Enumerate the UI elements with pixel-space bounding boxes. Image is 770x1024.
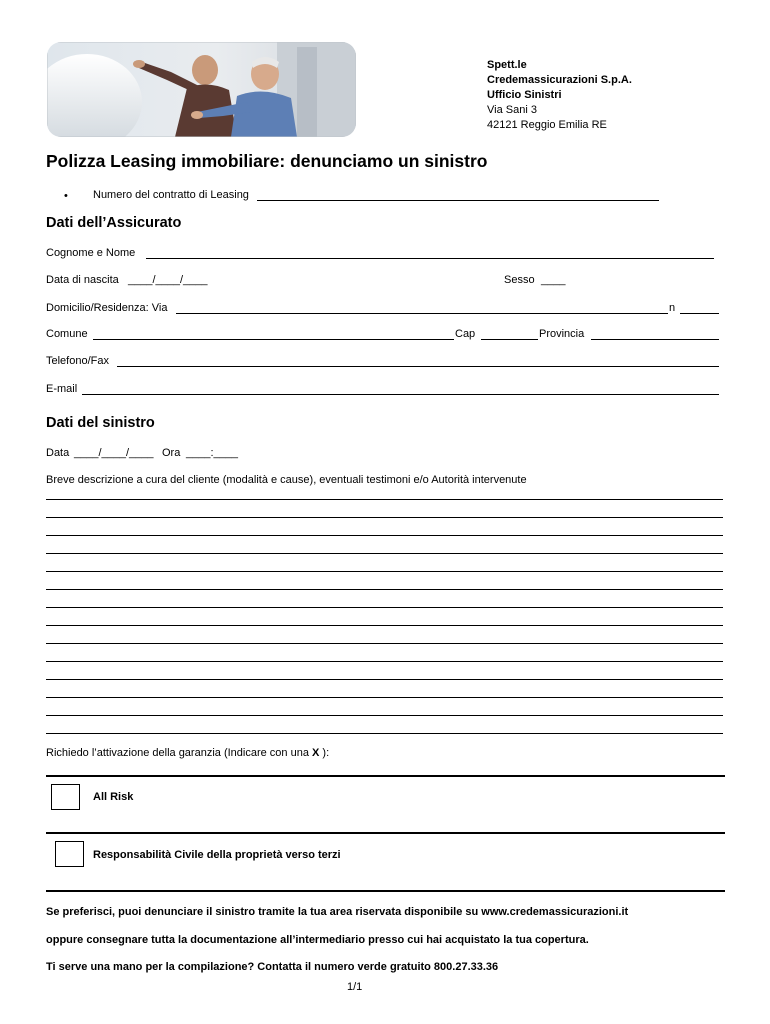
liability-checkbox[interactable]	[55, 841, 84, 867]
sex-label: Sesso	[504, 274, 535, 286]
description-line[interactable]	[46, 571, 723, 572]
phone-label: Telefono/Fax	[46, 355, 109, 367]
header-photo	[47, 42, 356, 137]
addressee-line: Spett.le	[487, 59, 527, 71]
description-line[interactable]	[46, 733, 723, 734]
coverage-prompt-text: Richiedo l’attivazione della garanzia (Indicare con una	[46, 747, 312, 759]
address-field[interactable]	[176, 313, 668, 314]
people-photo-image	[47, 42, 356, 137]
cap-field[interactable]	[481, 339, 538, 340]
sex-field[interactable]: ____	[541, 274, 566, 286]
dob-label: Data di nascita	[46, 274, 119, 286]
province-label: Provincia	[539, 328, 585, 340]
contract-number-field[interactable]	[257, 200, 659, 201]
contract-number-label: Numero del contratto di Leasing	[93, 189, 249, 201]
footer-helpline-note: Ti serve una mano per la compilazione? Contatta il numero verde gratuito 800.27.33.36	[46, 961, 499, 973]
claim-date-label: Data	[46, 447, 70, 459]
claim-heading: Dati del sinistro	[46, 415, 155, 431]
insured-heading: Dati dell’Assicurato	[46, 215, 182, 231]
description-line[interactable]	[46, 697, 723, 698]
divider	[46, 832, 725, 834]
dob-field[interactable]: ____/____/____	[128, 274, 208, 286]
all-risk-checkbox[interactable]	[51, 784, 80, 810]
all-risk-label: All Risk	[93, 791, 134, 803]
description-line[interactable]	[46, 607, 723, 608]
footer-online-note: Se preferisci, puoi denunciare il sinistro tramite la tua area riservata disponibile su www.credemassicurazioni.it	[46, 906, 629, 918]
addressee-line: Ufficio Sinistri	[487, 89, 562, 101]
surname-field[interactable]	[146, 258, 714, 259]
addressee-line: 42121 Reggio Emilia RE	[487, 119, 607, 131]
description-line[interactable]	[46, 589, 723, 590]
description-line[interactable]	[46, 517, 723, 518]
description-line[interactable]	[46, 661, 723, 662]
addressee-block	[487, 58, 632, 133]
addressee-line: Via Sani 3	[487, 104, 537, 116]
liability-label: Responsabilità Civile della proprietà verso terzi	[93, 849, 341, 861]
divider	[46, 775, 725, 777]
province-field[interactable]	[591, 339, 719, 340]
coverage-prompt-end: ):	[319, 747, 330, 759]
description-line[interactable]	[46, 715, 723, 716]
surname-label: Cognome e Nome	[46, 247, 136, 259]
coverage-prompt	[46, 747, 329, 759]
phone-field[interactable]	[117, 366, 719, 367]
claim-time-field[interactable]: ____:____	[186, 447, 238, 459]
description-line[interactable]	[46, 499, 723, 500]
claim-time-label: Ora	[162, 447, 181, 459]
description-line[interactable]	[46, 679, 723, 680]
description-line[interactable]	[46, 535, 723, 536]
addressee-line: Credemassicurazioni S.p.A.	[487, 74, 632, 86]
divider	[46, 890, 725, 892]
cap-label: Cap	[455, 328, 476, 340]
house-number-label: n	[669, 302, 676, 314]
address-label: Domicilio/Residenza: Via	[46, 302, 168, 314]
footer-intermediary-note: oppure consegnare tutta la documentazione all’intermediario presso cui hai acquistato la tua copertura.	[46, 934, 589, 946]
coverage-prompt-mark: X	[312, 747, 320, 759]
city-field[interactable]	[93, 339, 454, 340]
description-label: Breve descrizione a cura del cliente (modalità e cause), eventuali testimoni e/o Autorità intervenute	[46, 474, 527, 486]
house-number-field[interactable]	[680, 313, 719, 314]
description-line[interactable]	[46, 553, 723, 554]
claim-date-field[interactable]: ____/____/____	[74, 447, 154, 459]
email-field[interactable]	[82, 394, 719, 395]
city-label: Comune	[46, 328, 88, 340]
document-title: Polizza Leasing immobiliare: denunciamo un sinistro	[46, 151, 488, 171]
bullet-icon: •	[64, 190, 68, 202]
description-line[interactable]	[46, 643, 723, 644]
page-number: 1/1	[347, 981, 363, 993]
description-line[interactable]	[46, 625, 723, 626]
email-label: E-mail	[46, 383, 78, 395]
